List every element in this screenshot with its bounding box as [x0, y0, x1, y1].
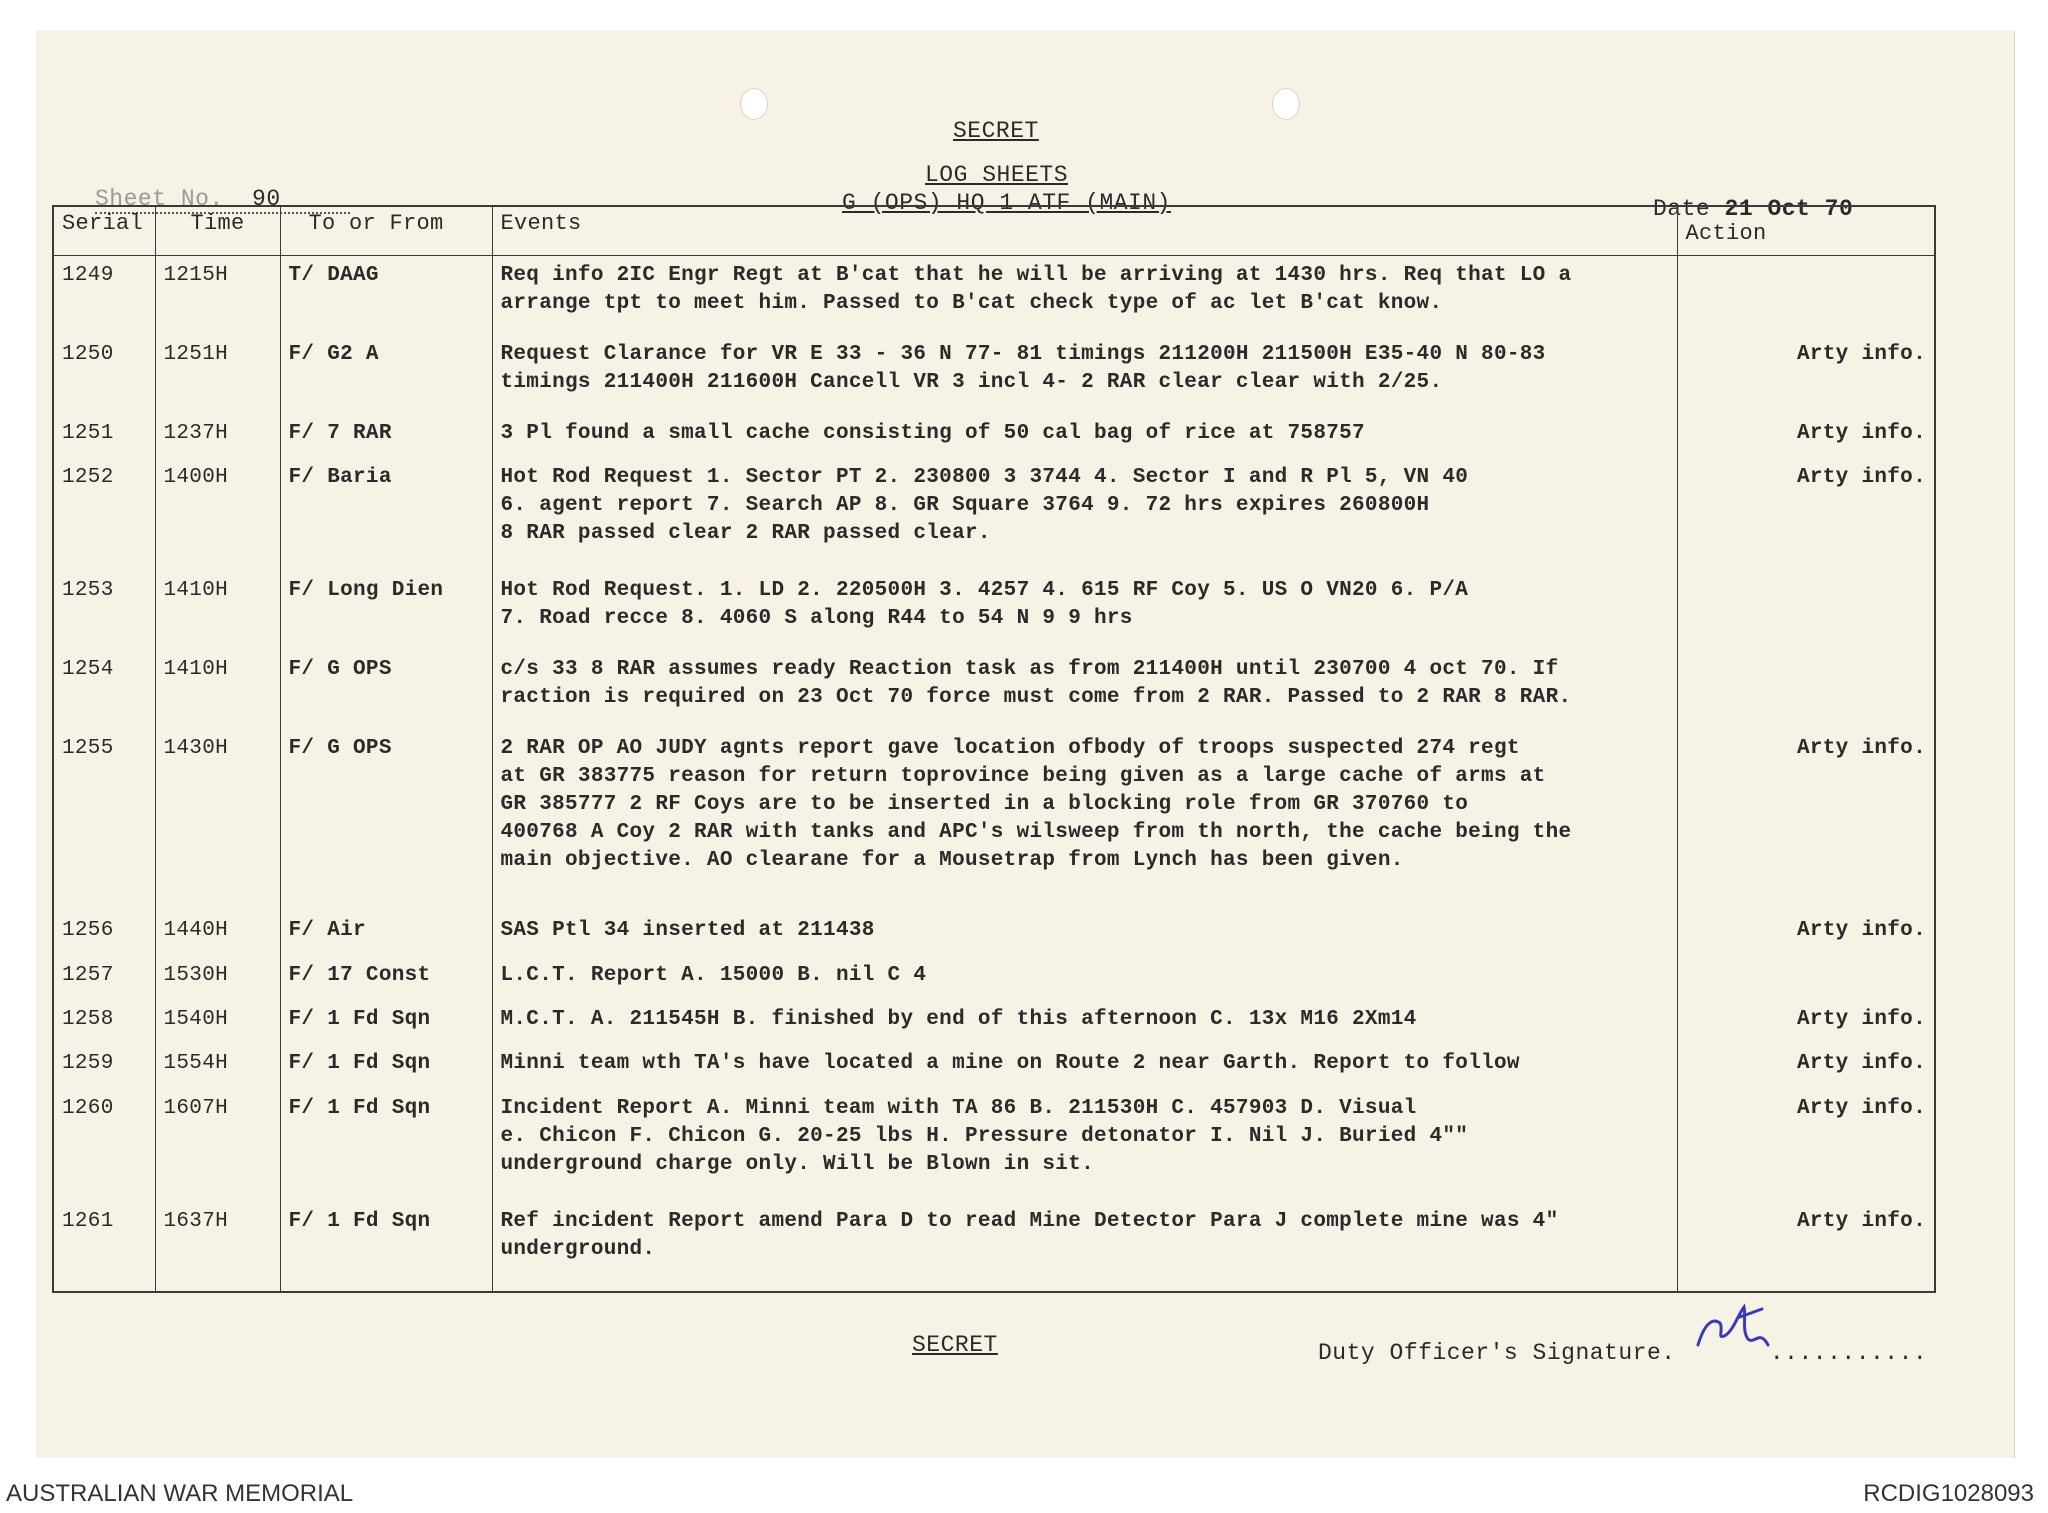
signature-line	[1318, 1340, 1927, 1366]
event-line: Hot Rod Request 1. Sector PT 2. 230800 3 3744 4. Sector I and R Pl 5, VN 40	[500, 466, 1469, 490]
time-cell: 1237H	[155, 414, 280, 458]
event-line: SAS Ptl 34 inserted at 211438	[500, 919, 875, 943]
table-row	[53, 1089, 1935, 1202]
to-from-cell: F/ 1 Fd Sqn	[280, 1044, 492, 1088]
to-from-cell: F/ Long Dien	[280, 571, 492, 650]
event-line: e. Chicon F. Chicon G. 20-25 lbs H. Pressure detonator I. Nil J. Buried 4""	[500, 1124, 1469, 1148]
events-cell	[492, 956, 1677, 1000]
events-cell	[492, 335, 1677, 414]
serial-cell: 1260	[53, 1089, 155, 1202]
classification-top: SECRET	[953, 118, 1039, 144]
to-from-cell: F/ 1 Fd Sqn	[280, 1000, 492, 1044]
event-line: GR 385777 2 RF Coys are to be inserted in a blocking role from GR 370760 to	[500, 793, 1469, 817]
to-from-cell: F/ 7 RAR	[280, 414, 492, 458]
action-cell	[1677, 956, 1935, 1000]
serial-cell: 1249	[53, 256, 155, 335]
table-row	[53, 1044, 1935, 1088]
col-serial: Serial	[53, 206, 155, 256]
event-line: 7. Road recce 8. 4060 S along R44 to 54 N 9 9 hrs	[500, 607, 1133, 631]
event-line: M.C.T. A. 211545H B. finished by end of this afternoon C. 13x M16 2Xm14	[500, 1008, 1417, 1031]
serial-cell: 1257	[53, 956, 155, 1000]
events-cell	[492, 571, 1677, 650]
log-table	[52, 205, 1936, 1293]
time-cell: 1251H	[155, 335, 280, 414]
event-line: Ref incident Report amend Para D to read Mine Detector Para J complete mine was 4"	[500, 1209, 1559, 1233]
to-from-cell: F/ Air	[280, 911, 492, 955]
table-row	[53, 256, 1935, 335]
event-line: timings 211400H 211600H Cancell VR 3 incl 4- 2 RAR clear clear with 2/25.	[500, 370, 1443, 394]
action-cell: Arty info.	[1677, 1089, 1935, 1202]
filler-cell	[280, 1281, 492, 1292]
action-cell: Arty info.	[1677, 729, 1935, 911]
action-cell: Arty info.	[1677, 335, 1935, 414]
serial-cell: 1253	[53, 571, 155, 650]
time-cell: 1530H	[155, 956, 280, 1000]
serial-cell: 1254	[53, 650, 155, 729]
event-line: 2 RAR OP AO JUDY agnts report gave location ofbody of troops suspected 274 regt	[500, 737, 1520, 761]
event-line: at GR 383775 reason for return toprovince being given as a large cache of arms at	[500, 765, 1546, 789]
event-line: underground charge only. Will be Blown in sit.	[500, 1152, 1094, 1176]
table-row	[53, 1202, 1935, 1281]
events-cell	[492, 729, 1677, 911]
page-title: LOG SHEETS	[925, 162, 1069, 188]
table-row	[53, 571, 1935, 650]
action-cell: Arty info.	[1677, 911, 1935, 955]
events-cell	[492, 911, 1677, 955]
to-from-cell: F/ G OPS	[280, 650, 492, 729]
action-cell: Arty info.	[1677, 1044, 1935, 1088]
event-line: raction is required on 23 Oct 70 force must come from 2 RAR. Passed to 2 RAR 8 RAR.	[500, 686, 1572, 710]
to-from-cell: T/ DAAG	[280, 256, 492, 335]
time-cell: 1440H	[155, 911, 280, 955]
archive-label-right: RCDIG1028093	[1863, 1480, 2034, 1507]
signature-dots: ...........	[1769, 1340, 1928, 1366]
signature-label: Duty Officer's Signature.	[1318, 1340, 1676, 1366]
filler-cell	[155, 1281, 280, 1292]
serial-cell: 1250	[53, 335, 155, 414]
table-header-row	[53, 206, 1935, 256]
time-cell: 1215H	[155, 256, 280, 335]
events-cell	[492, 1089, 1677, 1202]
sheet-no-value: 90	[252, 186, 281, 212]
event-line: underground.	[500, 1237, 656, 1261]
punch-hole-left	[740, 88, 768, 120]
to-from-cell: F/ Baria	[280, 458, 492, 571]
to-from-cell: F/ 1 Fd Sqn	[280, 1089, 492, 1202]
serial-cell: 1252	[53, 458, 155, 571]
action-cell: Arty info.	[1677, 414, 1935, 458]
serial-cell: 1256	[53, 911, 155, 955]
serial-cell: 1255	[53, 729, 155, 911]
filler-cell	[1677, 1281, 1935, 1292]
sheet-label: Sheet No.	[95, 186, 224, 212]
date-label: Date	[1653, 196, 1711, 222]
events-cell	[492, 650, 1677, 729]
to-from-cell: F/ G OPS	[280, 729, 492, 911]
to-from-cell: F/ G2 A	[280, 335, 492, 414]
action-cell: Arty info.	[1677, 1000, 1935, 1044]
events-cell	[492, 1000, 1677, 1044]
event-line: arrange tpt to meet him. Passed to B'cat check type of ac let B'cat know.	[500, 292, 1443, 315]
event-line: Hot Rod Request. 1. LD 2. 220500H 3. 4257 4. 615 RF Coy 5. US O VN20 6. P/A	[500, 579, 1469, 603]
to-from-cell: F/ 17 Const	[280, 956, 492, 1000]
to-from-cell: F/ 1 Fd Sqn	[280, 1202, 492, 1281]
filler-cell	[492, 1281, 1677, 1292]
events-cell	[492, 458, 1677, 571]
signature-mark	[1690, 1295, 1780, 1355]
table-row	[53, 458, 1935, 571]
page-subtitle: G (OPS) HQ 1 ATF (MAIN)	[842, 190, 1171, 216]
archive-label-left: AUSTRALIAN WAR MEMORIAL	[6, 1480, 354, 1507]
event-line: main objective. AO clearane for a Mousetrap from Lynch has been given.	[500, 849, 1404, 873]
table-row	[53, 414, 1935, 458]
action-cell: Arty info.	[1677, 1202, 1935, 1281]
events-cell	[492, 414, 1677, 458]
log-body	[53, 256, 1935, 1293]
table-row	[53, 335, 1935, 414]
time-cell: 1637H	[155, 1202, 280, 1281]
table-row	[53, 956, 1935, 1000]
time-cell: 1554H	[155, 1044, 280, 1088]
serial-cell: 1258	[53, 1000, 155, 1044]
col-events: Events	[492, 206, 1677, 256]
serial-cell: 1261	[53, 1202, 155, 1281]
event-line: Incident Report A. Minni team with TA 86 B. 211530H C. 457903 D. Visual	[500, 1096, 1417, 1120]
punch-hole-right	[1272, 88, 1300, 120]
event-line: c/s 33 8 RAR assumes ready Reaction task as from 211400H until 230700 4 oct 70. If	[500, 658, 1559, 682]
table-row	[53, 729, 1935, 911]
date-value: 21 Oct 70	[1724, 196, 1854, 222]
time-cell: 1540H	[155, 1000, 280, 1044]
time-cell: 1410H	[155, 571, 280, 650]
table-row	[53, 650, 1935, 729]
time-cell: 1607H	[155, 1089, 280, 1202]
events-cell	[492, 1202, 1677, 1281]
events-cell	[492, 1044, 1677, 1088]
action-cell	[1677, 571, 1935, 650]
time-cell: 1400H	[155, 458, 280, 571]
table-row	[53, 1000, 1935, 1044]
table-filler-row	[53, 1281, 1935, 1292]
filler-cell	[53, 1281, 155, 1292]
action-cell	[1677, 650, 1935, 729]
table-row	[53, 911, 1935, 955]
events-cell	[492, 256, 1677, 335]
col-to-from: To or From	[280, 206, 492, 256]
event-line: Req info 2IC Engr Regt at B'cat that he will be arriving at 1430 hrs. Req that LO a	[500, 264, 1572, 287]
event-line: Minni team wth TA's have located a mine on Route 2 near Garth. Report to follow	[500, 1052, 1520, 1076]
action-cell: Arty info.	[1677, 458, 1935, 571]
time-cell: 1430H	[155, 729, 280, 911]
time-cell: 1410H	[155, 650, 280, 729]
col-time: Time	[155, 206, 280, 256]
event-line: 8 RAR passed clear 2 RAR passed clear.	[500, 522, 991, 546]
event-line: 6. agent report 7. Search AP 8. GR Square 3764 9. 72 hrs expires 260800H	[500, 494, 1430, 518]
action-cell	[1677, 256, 1935, 335]
serial-cell: 1251	[53, 414, 155, 458]
event-line: Request Clarance for VR E 33 - 36 N 77- 81 timings 211200H 211500H E35-40 N 80-83	[500, 342, 1546, 366]
serial-cell: 1259	[53, 1044, 155, 1088]
event-line: L.C.T. Report A. 15000 B. nil C 4	[500, 963, 927, 987]
event-line: 3 Pl found a small cache consisting of 50 cal bag of rice at 758757	[500, 421, 1365, 445]
event-line: 400768 A Coy 2 RAR with tanks and APC's wilsweep from th north, the cache being the	[500, 821, 1572, 845]
col-action: Action	[1677, 206, 1935, 256]
classification-bottom: SECRET	[912, 1332, 998, 1358]
